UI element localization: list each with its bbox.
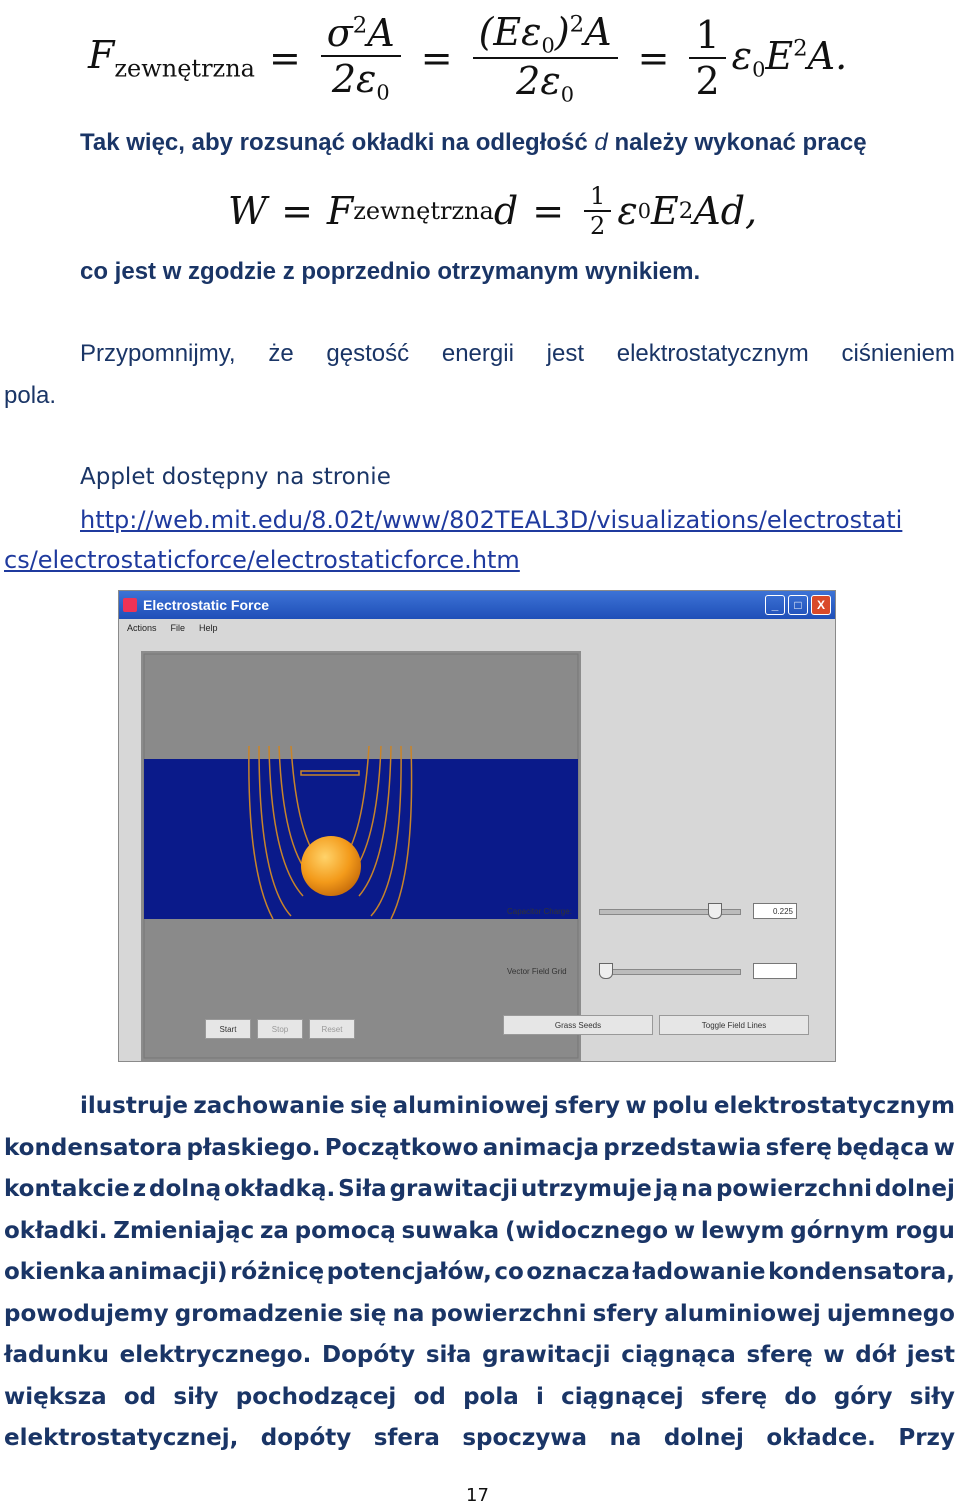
body-line xyxy=(4,1418,955,1460)
body-word: na xyxy=(609,1425,642,1451)
body-word: ładowanie xyxy=(632,1259,766,1285)
body-word: kondensatora, xyxy=(768,1259,955,1285)
body-word: sfery xyxy=(554,1093,621,1119)
body-word: w xyxy=(823,1342,845,1368)
body-word: dolnej xyxy=(874,1176,955,1202)
body-word: utrzymuje xyxy=(520,1176,652,1202)
body-word: sferę xyxy=(746,1342,813,1368)
body-word: dolną xyxy=(149,1176,222,1202)
body-word: aluminiowej xyxy=(392,1093,550,1119)
body-line xyxy=(4,1128,955,1170)
body-word: okienka xyxy=(4,1259,106,1285)
body-word: różnicę xyxy=(230,1259,325,1285)
body-word: polu xyxy=(652,1093,709,1119)
body-line xyxy=(4,1335,955,1377)
reminder-word: ciśnieniem xyxy=(841,340,955,367)
applet-link-line-1[interactable]: http://web.mit.edu/8.02t/www/802TEAL3D/visualizations/electrostati xyxy=(80,506,903,534)
body-word: jest xyxy=(906,1342,955,1368)
close-button[interactable]: X xyxy=(811,595,831,615)
body-word: dolnej xyxy=(663,1425,744,1451)
body-word: animacja xyxy=(482,1134,600,1161)
body-line xyxy=(4,1211,955,1253)
body-word: grawitacji xyxy=(482,1342,611,1368)
capacitor-gap xyxy=(144,759,578,919)
body-word: okładce. xyxy=(766,1425,876,1451)
body-line xyxy=(4,1169,955,1211)
eq1-tail: $\varepsilon_0E^2A$. xyxy=(731,34,848,82)
body-word: okładką. xyxy=(224,1176,336,1202)
body-word: sfera xyxy=(373,1425,440,1451)
vector-field-grid-label: Vector Field Grid xyxy=(507,967,567,976)
stop-button[interactable]: Stop xyxy=(257,1019,303,1039)
body-word: elektrycznego. xyxy=(119,1342,312,1368)
body-word: siła xyxy=(425,1342,472,1368)
body-line xyxy=(4,1294,955,1336)
body-word: lewym xyxy=(700,1217,785,1244)
body-line xyxy=(80,1086,955,1128)
capacitor-charge-slider-thumb[interactable] xyxy=(708,903,722,919)
eq1-fraction-2: $\frac{(E\varepsilon_0)^2A}{2\varepsilon_0}$ xyxy=(473,10,618,107)
body-word: pola xyxy=(463,1383,519,1410)
menu-actions[interactable]: Actions xyxy=(127,623,157,633)
applet-link-line-2[interactable]: cs/electrostaticforce/electrostaticforce.htm xyxy=(4,546,520,574)
eq2-fraction: $\frac{1}{2}$ xyxy=(584,182,611,240)
body-word: w xyxy=(673,1217,696,1244)
body-word: sfery xyxy=(592,1300,659,1327)
applet-window xyxy=(118,590,836,1062)
body-word: okładki. xyxy=(4,1217,108,1244)
body-word: ją xyxy=(654,1176,679,1202)
reset-button[interactable]: Reset xyxy=(309,1019,355,1039)
body-line xyxy=(4,1252,955,1294)
body-word: spoczywa xyxy=(462,1425,588,1451)
body-word: Zmieniając xyxy=(113,1217,255,1244)
grass-seeds-button[interactable]: Grass Seeds xyxy=(503,1015,653,1035)
body-word: w xyxy=(933,1134,955,1161)
body-word: Siła xyxy=(338,1176,387,1202)
body-word: powierzchni xyxy=(430,1300,587,1327)
body-word: elektrostatycznym xyxy=(713,1093,955,1119)
body-line xyxy=(4,1377,955,1419)
reminder-word: energii xyxy=(441,340,514,367)
text-applet-intro: Applet dostępny na stronie xyxy=(80,464,391,490)
applet-menubar xyxy=(119,619,835,637)
body-word: ładunku xyxy=(4,1342,109,1368)
body-word: z xyxy=(132,1176,147,1202)
eq1-F: $F_{zewnętrzna}$ xyxy=(88,33,255,83)
body-word: w xyxy=(625,1093,647,1119)
text-reminder-end: pola. xyxy=(4,382,57,409)
body-word: za xyxy=(259,1217,289,1244)
body-word: przedstawia xyxy=(603,1134,762,1161)
body-word: płaskiego. xyxy=(186,1134,321,1161)
body-word: powierzchni xyxy=(715,1176,872,1202)
body-word: elektrostatycznej, xyxy=(4,1425,239,1451)
body-word: suwaka xyxy=(401,1217,500,1244)
body-word: się xyxy=(350,1093,388,1119)
body-word: górnym xyxy=(790,1217,890,1244)
body-word: od xyxy=(123,1383,157,1410)
body-word: sferę xyxy=(765,1134,832,1161)
body-word: potencjałów, xyxy=(326,1259,492,1285)
body-word: aluminiowej xyxy=(664,1300,821,1327)
body-word: gromadzenie xyxy=(174,1300,344,1327)
body-word: od xyxy=(413,1383,446,1410)
body-word: góry xyxy=(833,1383,893,1410)
body-word: kondensatora xyxy=(4,1134,183,1161)
text-consistent: co jest w zgodzie z poprzednio otrzymanym wynikiem. xyxy=(80,258,701,285)
applet-titlebar xyxy=(119,591,835,619)
eq1-fraction-1: $\frac{\sigma^2A}{2\varepsilon_0}$ xyxy=(321,11,401,104)
applet-title: Electrostatic Force xyxy=(143,597,270,613)
body-word: zachowanie xyxy=(193,1093,345,1119)
body-word: siły xyxy=(909,1383,955,1410)
body-word: oznacza xyxy=(526,1259,630,1285)
text-reminder xyxy=(80,340,955,368)
body-word: Dopóty xyxy=(322,1342,416,1368)
body-word: się xyxy=(349,1300,387,1327)
vector-field-grid-value[interactable] xyxy=(753,963,797,979)
reminder-word: jest xyxy=(546,340,584,367)
minimize-button[interactable]: _ xyxy=(765,595,785,615)
body-word: będąca xyxy=(836,1134,930,1161)
body-word: (widocznego xyxy=(504,1217,669,1244)
start-button[interactable]: Start xyxy=(205,1019,251,1039)
body-word: powodujemy xyxy=(4,1300,169,1327)
reminder-word: gęstość xyxy=(326,340,410,367)
body-word: ilustruje xyxy=(80,1093,189,1119)
body-word: dół xyxy=(855,1342,897,1368)
eq1-fraction-3: $\frac{1}{2}$ xyxy=(689,13,725,103)
body-word: na xyxy=(681,1176,714,1202)
reminder-word: Przypomnijmy, xyxy=(80,340,236,367)
body-word: i xyxy=(536,1383,544,1410)
body-word: dopóty xyxy=(260,1425,352,1451)
body-word: pomocą xyxy=(294,1217,396,1244)
body-word: rogu xyxy=(894,1217,955,1244)
body-word: ujemnego xyxy=(826,1300,955,1327)
equation-work: W = F zewnętrzna d = $\frac{1}{2}$ ε 0 E 2 Ad, xyxy=(228,182,758,240)
body-word: siły xyxy=(173,1383,219,1410)
text-work-intro: Tak więc, aby rozsunąć okładki na odległość d należy wykonać pracę xyxy=(80,129,867,156)
capacitor-charge-value[interactable]: 0.225 xyxy=(753,903,797,919)
menu-file[interactable]: File xyxy=(170,623,186,633)
java-icon xyxy=(123,598,137,612)
body-word: Początkowo xyxy=(324,1134,479,1161)
vector-field-grid-slider-thumb[interactable] xyxy=(599,963,613,979)
menu-help[interactable]: Help xyxy=(199,623,218,633)
body-word: co xyxy=(494,1259,524,1285)
body-word: animacji) xyxy=(108,1259,228,1285)
body-word: sferę xyxy=(700,1383,768,1410)
capacitor-charge-label: Capacitor Charge: xyxy=(507,907,572,916)
body-word: większa xyxy=(4,1383,107,1410)
aluminium-sphere xyxy=(301,836,361,896)
maximize-button[interactable]: □ xyxy=(788,595,808,615)
body-word: grawitacji xyxy=(389,1176,518,1202)
body-paragraph xyxy=(4,1086,955,1460)
capacitor-scene xyxy=(141,651,581,1061)
reminder-word: że xyxy=(268,340,294,367)
body-word: kontakcie xyxy=(4,1176,130,1202)
body-word: na xyxy=(392,1300,425,1327)
body-word: ciągnącej xyxy=(561,1383,684,1410)
body-word: pochodzącej xyxy=(235,1383,397,1410)
reminder-word: elektrostatycznym xyxy=(616,340,809,367)
equation-force: $F_{zewnętrzna}$ = $\frac{\sigma^2A}{2\varepsilon_0}$ = $\frac{(E\varepsilon_0)^2A}{2\varepsilon_0}$ = $\frac{1}{2}$ $\varepsilon_0E^2A$. xyxy=(88,9,848,107)
page-number: 17 xyxy=(466,1485,489,1506)
toggle-field-lines-button[interactable]: Toggle Field Lines xyxy=(659,1015,809,1035)
vector-field-grid-slider[interactable] xyxy=(599,969,741,975)
body-word: ciągnąca xyxy=(621,1342,736,1368)
body-word: Przy xyxy=(898,1425,955,1451)
body-word: do xyxy=(784,1383,817,1410)
